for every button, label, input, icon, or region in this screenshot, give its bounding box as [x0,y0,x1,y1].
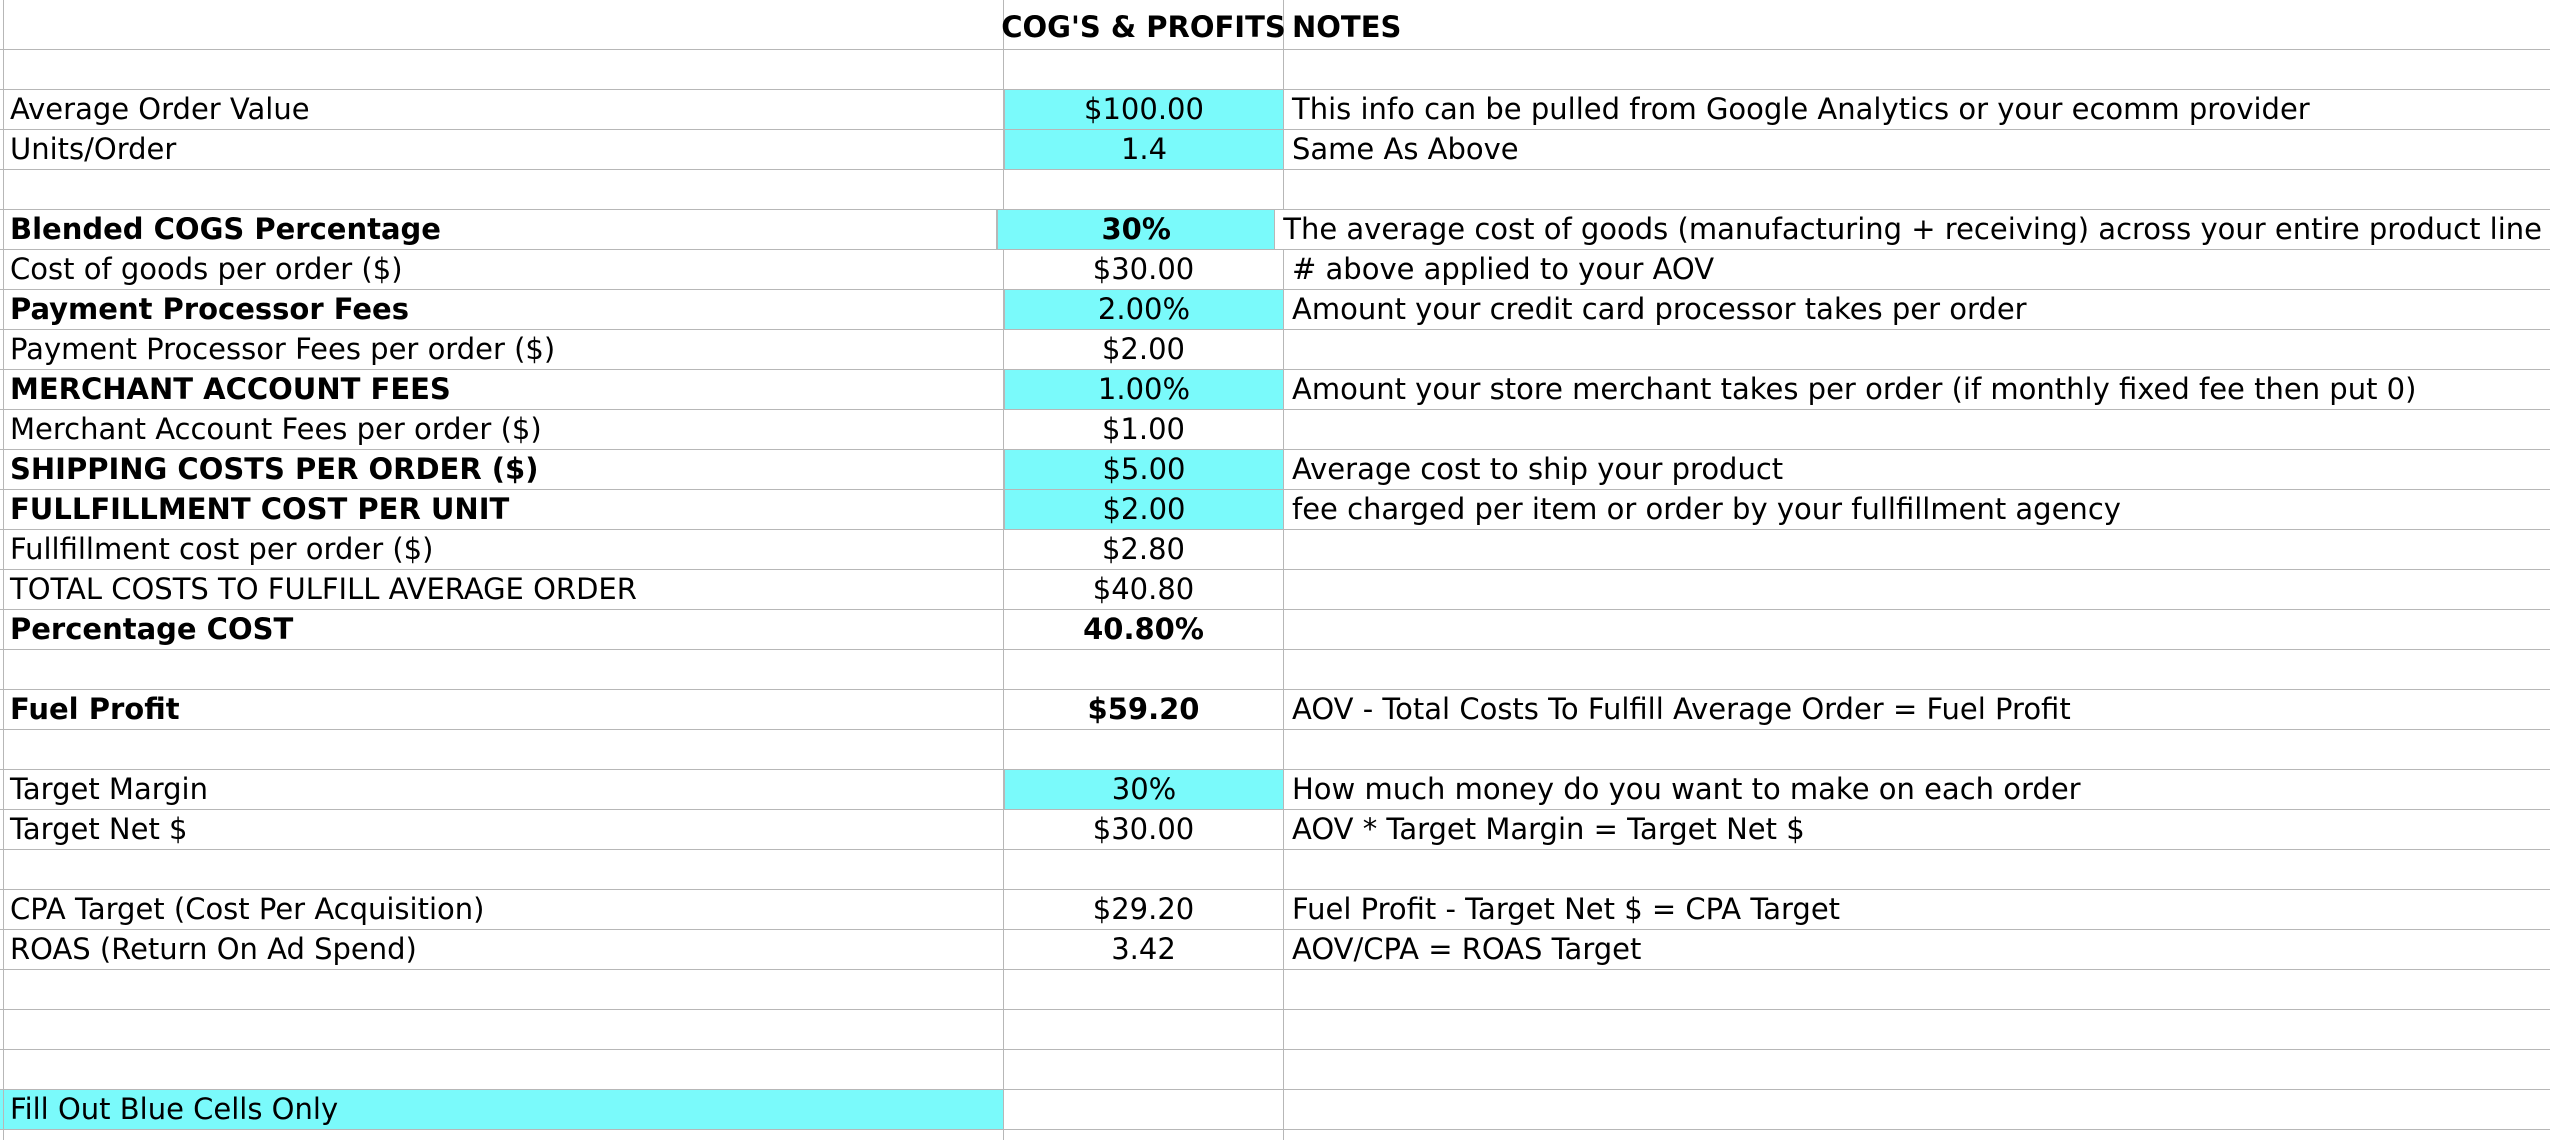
value-cell[interactable]: $30.00 [1004,250,1284,289]
table-row [0,210,2550,250]
value-cell[interactable]: 40.80% [1004,610,1284,649]
input-value-cell[interactable]: 30% [1004,770,1284,809]
notes-cell[interactable] [1284,410,2550,449]
table-row [0,730,2550,770]
label-cell[interactable]: FULLFILLMENT COST PER UNIT [0,490,1004,529]
table-row [0,850,2550,890]
value-cell[interactable] [1004,1010,1284,1049]
label-cell[interactable] [0,970,1004,1009]
label-cell[interactable] [0,730,1004,769]
label-cell[interactable]: Target Margin [0,770,1004,809]
table-row [0,650,2550,690]
notes-cell[interactable] [1284,610,2550,649]
notes-cell[interactable] [1284,1050,2550,1089]
label-cell[interactable] [0,1050,1004,1089]
value-cell[interactable] [1004,1050,1284,1089]
input-value-cell[interactable]: 1.00% [1004,370,1284,409]
table-row [0,250,2550,290]
label-cell[interactable]: Fullfillment cost per order ($) [0,530,1004,569]
label-cell[interactable]: Blended COGS Percentage [0,210,997,249]
value-cell[interactable] [1004,730,1284,769]
notes-cell[interactable] [1284,650,2550,689]
table-row [0,930,2550,970]
value-cell[interactable] [1004,1130,1284,1140]
notes-cell[interactable] [1284,530,2550,569]
value-cell[interactable] [1004,970,1284,1009]
table-row [0,1050,2550,1090]
notes-cell[interactable]: Same As Above [1292,132,1519,166]
input-value-cell[interactable]: $2.00 [1004,490,1284,529]
notes-cell[interactable] [1284,970,2550,1009]
input-value-cell[interactable]: 1.4 [1004,130,1284,169]
value-cell[interactable]: $30.00 [1004,810,1284,849]
label-cell[interactable]: Fuel Profit [0,690,1004,729]
table-row [0,890,2550,930]
header-cell-notes[interactable]: NOTES [1292,9,1402,44]
table-row [0,490,2550,530]
label-cell[interactable] [0,850,1004,889]
notes-cell[interactable] [1284,1130,2550,1140]
notes-cell[interactable] [1284,570,2550,609]
table-row [0,90,2550,130]
notes-cell[interactable]: Fuel Profit - Target Net $ = CPA Target [1292,892,1841,926]
header-cell-cogs-profits[interactable]: COG'S & PROFITS [1004,0,1284,49]
table-row [0,970,2550,1010]
header-cell-a[interactable] [0,0,1004,49]
table-row [0,130,2550,170]
value-cell[interactable]: $59.20 [1004,690,1284,729]
notes-cell[interactable]: AOV - Total Costs To Fulfill Average Order = Fuel Profit [1292,692,2071,726]
notes-cell[interactable] [1284,50,2550,89]
table-row [0,450,2550,490]
table-row [0,170,2550,210]
label-cell[interactable]: Average Order Value [0,90,1004,129]
label-cell[interactable]: MERCHANT ACCOUNT FEES [0,370,1004,409]
input-value-cell[interactable]: $100.00 [1004,90,1284,129]
notes-cell[interactable]: fee charged per item or order by your fullfillment agency [1292,492,2121,526]
value-cell[interactable] [1004,1090,1284,1129]
label-cell[interactable]: CPA Target (Cost Per Acquisition) [0,890,1004,929]
table-row [0,1010,2550,1050]
label-cell[interactable]: Payment Processor Fees per order ($) [0,330,1004,369]
table-row [0,690,2550,730]
label-cell[interactable]: Payment Processor Fees [0,290,1004,329]
table-row [0,770,2550,810]
notes-cell[interactable] [1284,1010,2550,1049]
label-cell[interactable]: Target Net $ [0,810,1004,849]
input-value-cell[interactable]: $5.00 [1004,450,1284,489]
label-cell[interactable] [0,1130,1004,1140]
table-row [0,1130,2550,1140]
input-value-cell[interactable]: 2.00% [1004,290,1284,329]
label-cell[interactable]: Cost of goods per order ($) [0,250,1004,289]
table-row [0,570,2550,610]
label-cell[interactable]: ROAS (Return On Ad Spend) [0,930,1004,969]
label-cell[interactable] [0,170,1004,209]
notes-cell[interactable]: Amount your credit card processor takes per order [1292,292,2027,326]
table-row [0,50,2550,90]
table-row [0,290,2550,330]
notes-cell[interactable] [1284,170,2550,209]
label-cell[interactable]: Percentage COST [0,610,1004,649]
notes-cell[interactable] [1284,330,2550,369]
notes-cell[interactable]: AOV/CPA = ROAS Target [1292,932,1642,966]
notes-cell[interactable]: Average cost to ship your product [1292,452,1784,486]
notes-cell[interactable]: Amount your store merchant takes per order (if monthly fixed fee then put 0) [1292,372,2417,406]
label-cell[interactable] [0,50,1004,89]
notes-cell[interactable]: This info can be pulled from Google Analytics or your ecomm provider [1292,92,2310,126]
label-cell[interactable]: SHIPPING COSTS PER ORDER ($) [0,450,1004,489]
header-row [0,0,2550,50]
value-cell[interactable]: 3.42 [1004,930,1284,969]
label-cell[interactable]: TOTAL COSTS TO FULFILL AVERAGE ORDER [0,570,1004,609]
value-cell[interactable]: $29.20 [1004,890,1284,929]
table-row [0,1090,2550,1130]
table-row [0,530,2550,570]
notes-cell[interactable]: # above applied to your AOV [1292,252,1715,286]
notes-cell[interactable] [1284,730,2550,769]
value-cell[interactable]: $1.00 [1004,410,1284,449]
label-cell[interactable]: Units/Order [0,130,1004,169]
data-rows [0,50,2550,1140]
label-cell[interactable]: Fill Out Blue Cells Only [0,1090,1004,1129]
value-cell[interactable]: $40.80 [1004,570,1284,609]
notes-cell[interactable] [1284,1090,2550,1129]
value-cell[interactable] [1004,850,1284,889]
notes-cell[interactable]: AOV * Target Margin = Target Net $ [1292,812,1805,846]
label-cell[interactable] [0,650,1004,689]
table-row [0,610,2550,650]
value-cell[interactable]: $2.00 [1004,330,1284,369]
value-cell[interactable] [1004,50,1284,89]
notes-cell[interactable]: How much money do you want to make on each order [1292,772,2081,806]
value-cell[interactable]: $2.80 [1004,530,1284,569]
label-cell[interactable] [0,1010,1004,1049]
value-cell[interactable] [1004,170,1284,209]
value-cell[interactable] [1004,650,1284,689]
table-row [0,810,2550,850]
table-row [0,410,2550,450]
notes-cell[interactable] [1284,850,2550,889]
input-value-cell[interactable]: 30% [997,210,1275,249]
table-row [0,370,2550,410]
notes-cell[interactable]: The average cost of goods (manufacturing + receiving) across your entire product line [1283,212,2542,246]
label-cell[interactable]: Merchant Account Fees per order ($) [0,410,1004,449]
table-row [0,330,2550,370]
